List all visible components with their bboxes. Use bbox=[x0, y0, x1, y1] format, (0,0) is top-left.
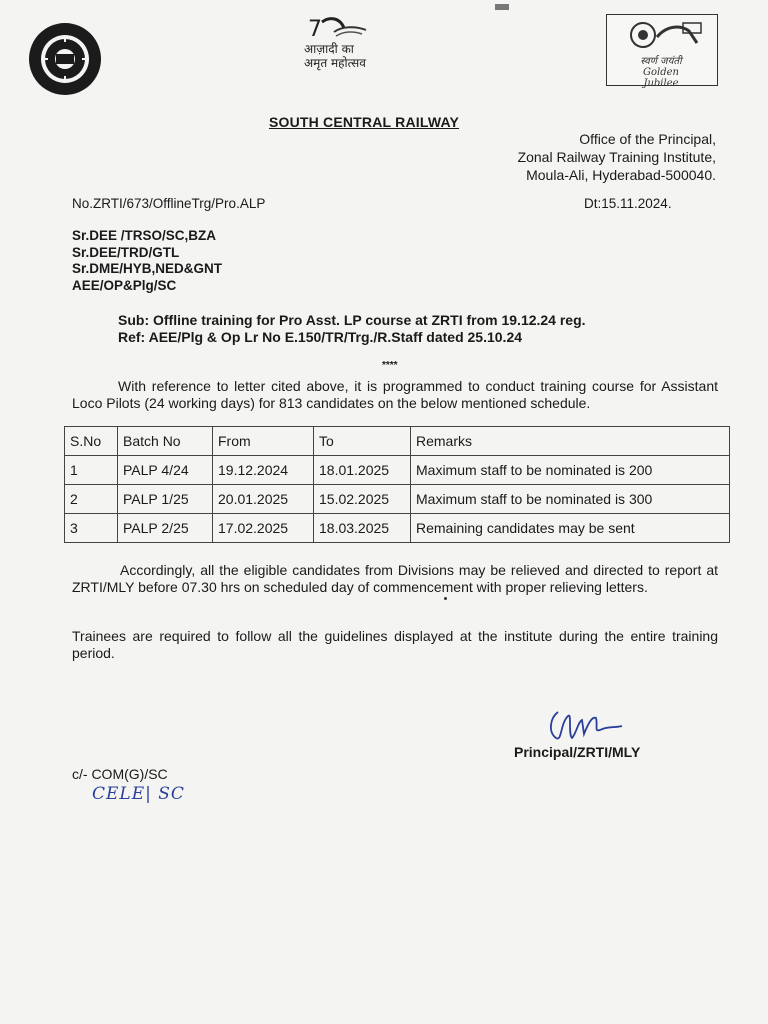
cell-remarks: Maximum staff to be nominated is 300 bbox=[411, 485, 730, 514]
cell-batch: PALP 2/25 bbox=[118, 514, 213, 543]
table-row bbox=[65, 456, 730, 485]
letter-date: Dt:15.11.2024. bbox=[584, 196, 672, 211]
addressee: Sr.DME/HYB,NED&GNT bbox=[72, 261, 223, 276]
subject-line: Sub: Offline training for Pro Asst. LP course at ZRTI from 19.12.24 reg. bbox=[118, 312, 586, 328]
indian-railways-logo-icon bbox=[28, 22, 102, 96]
cell-remarks: Maximum staff to be nominated is 200 bbox=[411, 456, 730, 485]
cell-from: 20.01.2025 bbox=[213, 485, 314, 514]
cell-sno: 2 bbox=[65, 485, 118, 514]
azadi-line-1: आज़ादी का bbox=[304, 42, 354, 56]
paragraph-instructions: Accordingly, all the eligible candidates from Divisions may be relieved and directed to report at ZRTI/MLY before 07.30 hrs on scheduled day of commencement with proper relieving letters. bbox=[72, 562, 718, 595]
scan-mark bbox=[495, 4, 509, 10]
office-line: Moula-Ali, Hyderabad-500040. bbox=[526, 167, 716, 183]
cell-to: 18.01.2025 bbox=[314, 456, 411, 485]
reference-line: Ref: AEE/Plg & Op Lr No E.150/TR/Trg./R.Staff dated 25.10.24 bbox=[118, 329, 523, 345]
jubilee-hindi: स्वर्ण जयंती bbox=[640, 56, 682, 67]
cell-sno: 1 bbox=[65, 456, 118, 485]
subject-block bbox=[118, 312, 586, 346]
cell-batch: PALP 1/25 bbox=[118, 485, 213, 514]
cell-batch: PALP 4/24 bbox=[118, 456, 213, 485]
letter-title: SOUTH CENTRAL RAILWAY bbox=[268, 114, 460, 130]
reference-number: No.ZRTI/673/OfflineTrg/Pro.ALP bbox=[72, 196, 266, 211]
azadi-logo-text bbox=[304, 42, 366, 70]
signatory: Principal/ZRTI/MLY bbox=[514, 744, 641, 760]
handwritten-note: CELE| SC bbox=[92, 784, 185, 804]
addressee: Sr.DEE /TRSO/SC,BZA bbox=[72, 228, 217, 243]
cell-sno: 3 bbox=[65, 514, 118, 543]
office-address bbox=[518, 130, 716, 184]
office-line: Office of the Principal, bbox=[579, 131, 716, 147]
table-row bbox=[65, 485, 730, 514]
addressee: AEE/OP&Plg/SC bbox=[72, 277, 177, 293]
header-remarks: Remarks bbox=[411, 427, 730, 456]
header-batch: Batch No bbox=[118, 427, 213, 456]
cell-from: 17.02.2025 bbox=[213, 514, 314, 543]
copy-to: c/- COM(G)/SC bbox=[72, 766, 168, 782]
addressee-list bbox=[72, 228, 222, 294]
signature-icon bbox=[538, 704, 638, 748]
addressee: Sr.DEE/TRD/GTL bbox=[72, 244, 180, 260]
svg-text:7: 7 bbox=[308, 17, 322, 42]
golden-jubilee-text bbox=[626, 56, 696, 89]
header-sno: S.No bbox=[65, 427, 118, 456]
cell-remarks: Remaining candidates may be sent bbox=[411, 514, 730, 543]
cell-to: 18.03.2025 bbox=[314, 514, 411, 543]
azadi-line-2: अमृत महोत्सव bbox=[304, 56, 366, 70]
jubilee-emblem-icon bbox=[607, 15, 715, 55]
ink-dot bbox=[444, 597, 447, 600]
cell-to: 15.02.2025 bbox=[314, 485, 411, 514]
header-from: From bbox=[213, 427, 314, 456]
cell-from: 19.12.2024 bbox=[213, 456, 314, 485]
table-header-row bbox=[65, 427, 730, 456]
schedule-table bbox=[64, 426, 730, 543]
office-line: Zonal Railway Training Institute, bbox=[517, 149, 716, 165]
separator: **** bbox=[382, 360, 398, 371]
paragraph-intro: With reference to letter cited above, it is programmed to conduct training course for Assistant Loco Pilots (24 working days) for 813 candidates on the below mentioned schedule. bbox=[72, 378, 718, 411]
jubilee-english: Golden Jubilee bbox=[643, 67, 679, 89]
table-row bbox=[65, 514, 730, 543]
paragraph-guidelines: Trainees are required to follow all the guidelines displayed at the institute during the entire training period. bbox=[72, 628, 718, 661]
header-to: To bbox=[314, 427, 411, 456]
